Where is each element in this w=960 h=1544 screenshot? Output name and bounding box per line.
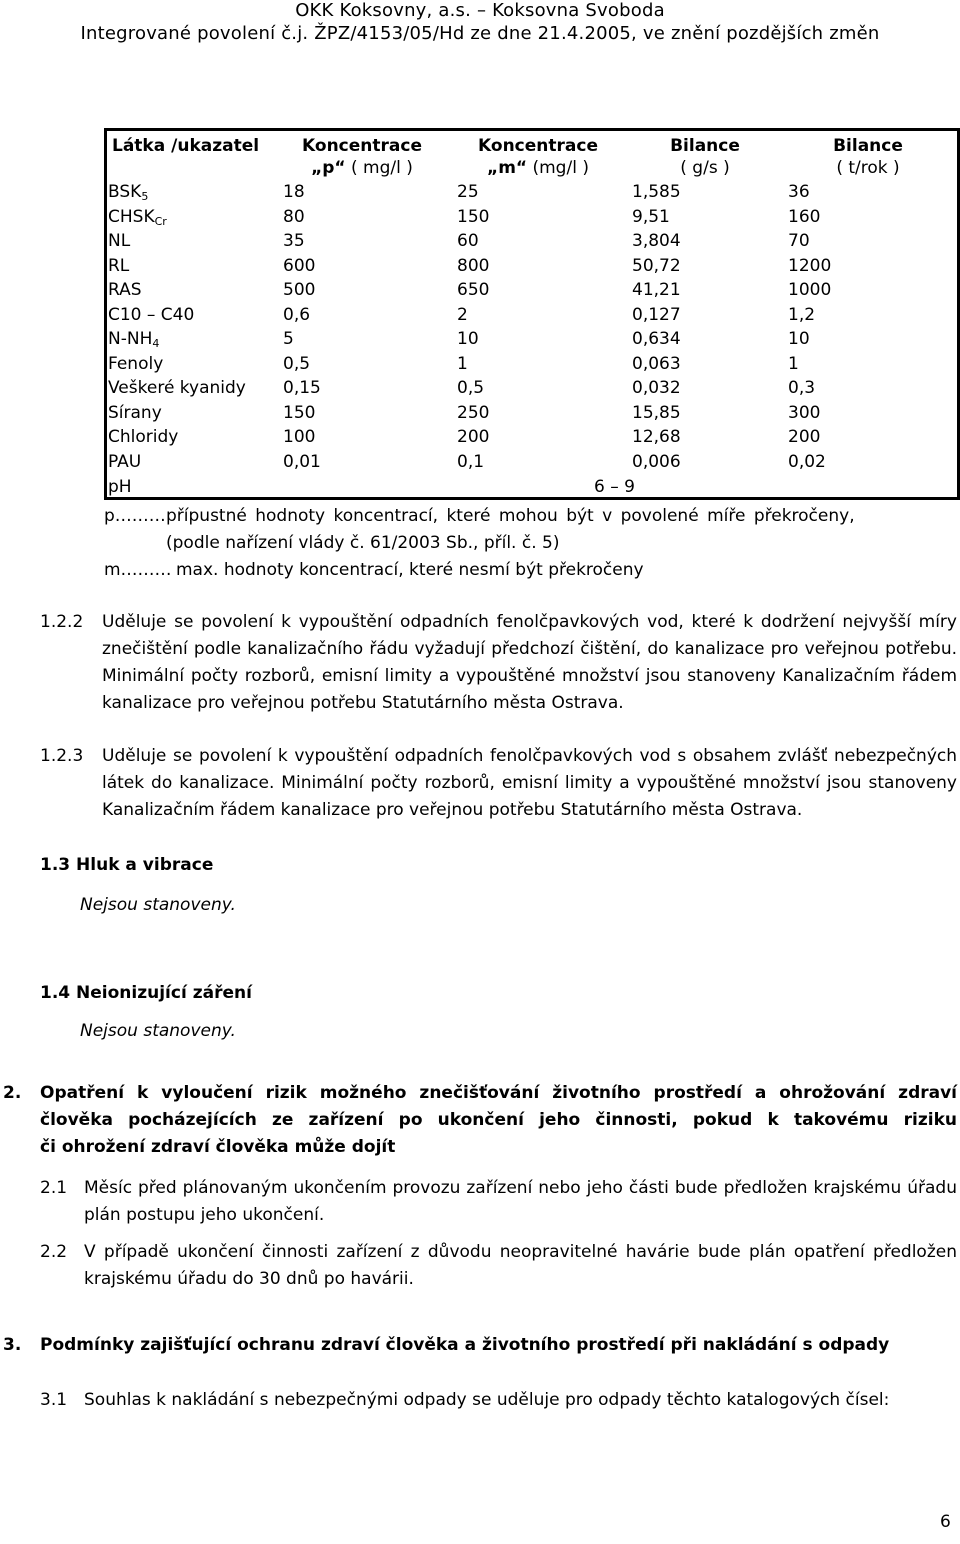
s122-line: Uděluje se povolení k vypouštění odpadních fenolčpavkových vod, které k dodržení nejvyšší míry <box>102 612 957 632</box>
cell-trok: 0,02 <box>788 451 826 472</box>
s21-line: plán postupu jeho ukončení. <box>84 1205 325 1225</box>
section-3-title: Podmínky zajišťující ochranu zdraví člověka a životního prostředí při nakládání s odpady <box>40 1335 890 1355</box>
cell-trok: 1,2 <box>788 304 816 325</box>
cell-m: 250 <box>457 402 490 423</box>
header-concentration-p-title: Koncentrace <box>302 136 422 156</box>
substance-name: Fenoly <box>108 353 164 374</box>
symbol-p: „p“ <box>311 158 346 178</box>
note-p-text2: (podle nařízení vlády č. 61/2003 Sb., příl. č. 5) <box>166 533 560 553</box>
cell-gs: 41,21 <box>632 280 681 300</box>
section-2-2-number: 2.2 <box>40 1242 68 1262</box>
document-header-company: OKK Koksovny, a.s. – Koksovna Svoboda <box>295 0 665 21</box>
s123-line: Uděluje se povolení k vypouštění odpadních fenolčpavkových vod s obsahem zvlášť nebezpečných <box>102 746 957 766</box>
cell-substance <box>108 182 148 202</box>
cell-m: 0,5 <box>457 378 485 398</box>
cell-gs: 1,585 <box>632 182 681 202</box>
cell-p: 0,01 <box>283 451 321 472</box>
section-1-2-3-number: 1.2.3 <box>40 746 84 766</box>
cell-substance <box>108 231 130 251</box>
cell-m: 2 <box>457 304 468 325</box>
unit-p: ( mg/l ) <box>351 158 413 178</box>
cell-m: 800 <box>457 255 490 276</box>
emission-limits-table <box>104 128 960 500</box>
cell-trok: 36 <box>788 182 810 202</box>
unit-m: (mg/l ) <box>532 158 589 178</box>
cell-substance <box>108 305 194 325</box>
section-2-1-number: 2.1 <box>40 1178 68 1198</box>
s123-line: látek do kanalizace. Minimální počty rozborů, emisní limity a vypouštěné množství jsou stanoveny <box>102 773 957 793</box>
s22-line: krajskému úřadu do 30 dnů po havárii. <box>84 1269 414 1289</box>
cell-p: 80 <box>283 206 305 227</box>
cell-gs: 12,68 <box>632 427 681 447</box>
cell-m: 0,1 <box>457 451 485 472</box>
cell-m: 150 <box>457 206 490 227</box>
note-m-text: max. hodnoty koncentrací, které nesmí být překročeny <box>176 560 644 580</box>
cell-p: 150 <box>283 402 316 423</box>
header-substance: Látka /ukazatel <box>112 136 260 156</box>
cell-trok: 1000 <box>788 280 832 300</box>
substance-subscript: 4 <box>152 337 160 350</box>
s21-line: Měsíc před plánovaným ukončením provozu zařízení nebo jeho části bude předložen krajskému úřadu <box>84 1178 957 1198</box>
cell-m: 650 <box>457 280 490 300</box>
s2-line: či ohrožení zdraví člověka může dojít <box>40 1137 396 1157</box>
note-m-prefix: m……… <box>104 560 172 580</box>
cell-trok: 0,3 <box>788 378 816 398</box>
cell-substance <box>108 427 178 447</box>
s122-line: kanalizace pro veřejnou potřebu Statutárního města Ostrava. <box>102 693 624 713</box>
header-balance-gs <box>640 136 770 178</box>
section-1-4-text: Nejsou stanoveny. <box>80 1021 236 1041</box>
section-3-1-number: 3.1 <box>40 1390 68 1410</box>
note-p-text: přípustné hodnoty koncentrací, které mohou být v povolené míře překročeny, <box>166 506 855 526</box>
ph-value: 6 – 9 <box>594 477 635 497</box>
cell-substance <box>108 354 163 374</box>
substance-name: Chloridy <box>108 427 179 447</box>
substance-name: RL <box>108 255 130 276</box>
cell-substance <box>108 378 246 398</box>
section-3-1-text: Souhlas k nakládání s nebezpečnými odpady se uděluje pro odpady těchto katalogových čísel: <box>84 1390 890 1410</box>
cell-trok: 1 <box>788 353 799 374</box>
cell-gs: 0,063 <box>632 353 681 374</box>
cell-m: 200 <box>457 427 490 447</box>
cell-p: 500 <box>283 280 316 300</box>
header-balance-trok <box>808 136 928 178</box>
s122-line: Minimální počty rozborů, emisní limity a vypouštěné množství jsou stanoveny Kanalizačním řádem <box>102 666 957 686</box>
cell-gs: 3,804 <box>632 231 681 251</box>
header-balance-trok-title: Bilance <box>833 136 903 156</box>
substance-name: C10 – C40 <box>108 304 195 325</box>
cell-gs: 50,72 <box>632 255 681 276</box>
section-1-3-text: Nejsou stanoveny. <box>80 895 236 915</box>
cell-p: 35 <box>283 231 305 251</box>
cell-gs: 0,032 <box>632 378 681 398</box>
section-1-3-title: 1.3 Hluk a vibrace <box>40 855 214 875</box>
page-number: 6 <box>940 1512 951 1532</box>
cell-gs: 15,85 <box>632 402 681 423</box>
document-header-permit: Integrované povolení č.j. ŽPZ/4153/05/Hd ze dne 21.4.2005, ve znění pozdějších změn <box>80 23 880 44</box>
cell-trok: 300 <box>788 402 821 423</box>
substance-name: RAS <box>108 280 142 300</box>
cell-trok: 70 <box>788 231 810 251</box>
cell-p: 0,5 <box>283 353 311 374</box>
substance-name: Sírany <box>108 402 162 423</box>
cell-gs: 0,127 <box>632 304 681 325</box>
cell-substance <box>108 256 129 276</box>
header-concentration-p <box>282 136 442 178</box>
ph-label: pH <box>108 477 132 497</box>
symbol-m: „m“ <box>487 158 528 178</box>
substance-name: BSK <box>108 182 142 202</box>
cell-substance <box>108 329 159 349</box>
substance-name: CHSK <box>108 206 155 227</box>
cell-trok: 160 <box>788 206 821 227</box>
header-balance-gs-title: Bilance <box>670 136 740 156</box>
s2-line: člověka pocházejících ze zařízení po ukončení jeho činnosti, pokud k takovému riziku <box>40 1110 957 1130</box>
substance-subscript: 5 <box>141 190 149 203</box>
section-2-number: 2. <box>3 1083 22 1103</box>
cell-trok: 10 <box>788 329 810 349</box>
cell-gs: 9,51 <box>632 206 670 227</box>
section-3-number: 3. <box>3 1335 22 1355</box>
cell-p: 5 <box>283 329 294 349</box>
substance-name: NL <box>108 231 131 251</box>
substance-name: PAU <box>108 451 142 472</box>
cell-p: 100 <box>283 427 316 447</box>
cell-gs: 0,006 <box>632 451 681 472</box>
cell-gs: 0,634 <box>632 329 681 349</box>
cell-m: 10 <box>457 329 479 349</box>
s2-line: Opatření k vyloučení rizik možného znečišťování životního prostředí a ohrožování zdraví <box>40 1083 957 1103</box>
s22-line: V případě ukončení činnosti zařízení z důvodu neopravitelné havárie bude plán opatření předložen <box>84 1242 957 1262</box>
cell-p: 0,6 <box>283 304 311 325</box>
header-concentration-m-unit <box>458 158 618 178</box>
cell-p: 0,15 <box>283 378 321 398</box>
s122-line: znečištění podle kanalizačního řádu vyžadují předchozí čištění, do kanalizace pro veřejnou potřebu. <box>102 639 957 659</box>
cell-substance <box>108 452 141 472</box>
section-1-2-2-number: 1.2.2 <box>40 612 84 632</box>
header-concentration-m <box>458 136 618 178</box>
cell-p: 600 <box>283 255 316 276</box>
header-balance-trok-unit: ( t/rok ) <box>836 158 900 178</box>
cell-substance <box>108 403 162 423</box>
section-1-4-title: 1.4 Neionizující záření <box>40 983 252 1003</box>
substance-subscript: Cr <box>154 214 167 228</box>
header-balance-gs-unit: ( g/s ) <box>680 158 730 178</box>
cell-p: 18 <box>283 182 305 202</box>
cell-m: 60 <box>457 231 479 251</box>
substance-name: Veškeré kyanidy <box>108 378 246 398</box>
substance-name: N-NH <box>108 329 153 349</box>
header-concentration-p-unit <box>282 158 442 178</box>
cell-m: 1 <box>457 353 468 374</box>
cell-m: 25 <box>457 182 479 202</box>
header-concentration-m-title: Koncentrace <box>478 136 598 156</box>
cell-substance <box>108 207 167 227</box>
note-p-prefix: p……… <box>104 506 166 526</box>
cell-trok: 200 <box>788 427 821 447</box>
cell-substance <box>108 280 142 300</box>
cell-trok: 1200 <box>788 255 832 276</box>
s123-line: Kanalizačním řádem kanalizace pro veřejnou potřebu Statutárního města Ostrava. <box>102 800 803 820</box>
